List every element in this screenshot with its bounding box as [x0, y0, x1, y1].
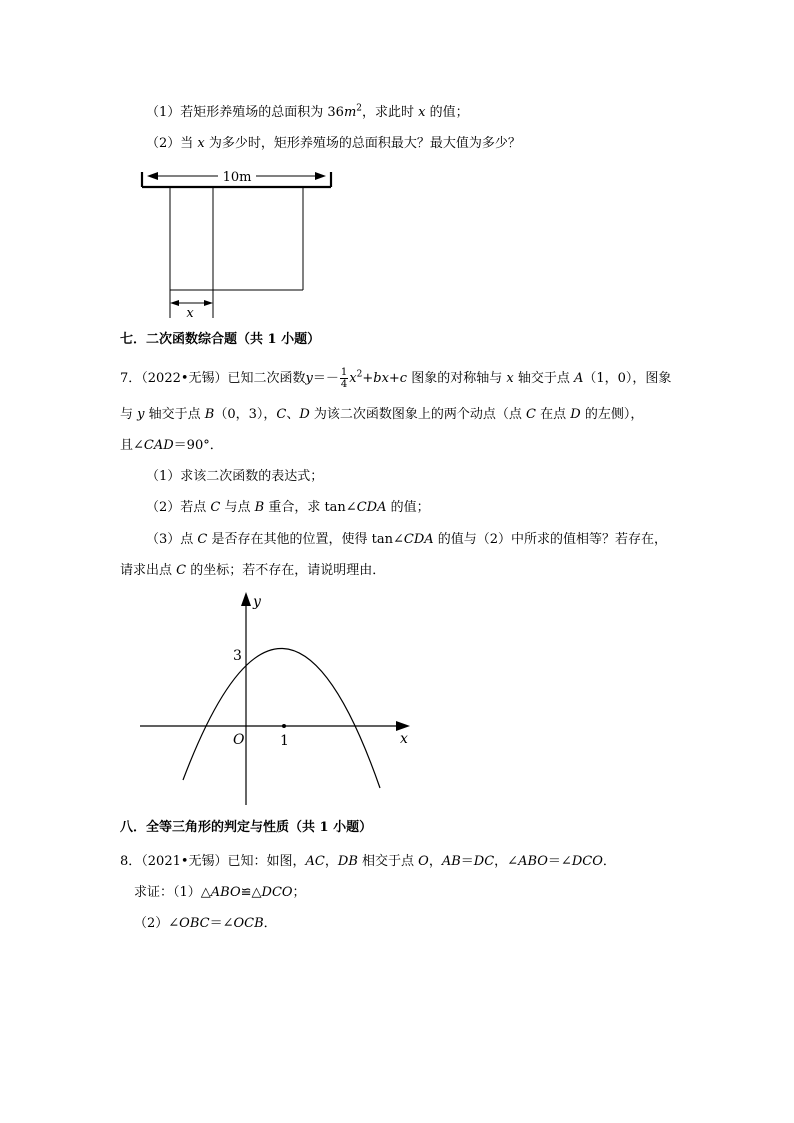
q7-line3: 且∠CAD＝90°．: [120, 438, 223, 453]
q6-part1: （1）若矩形养殖场的总面积为 $36m^2$，求此时 x 的值；: [146, 103, 469, 120]
y-tick-label: 3: [233, 648, 242, 664]
x-axis-label: x: [400, 731, 408, 747]
q8-proof-part2: （2）∠OBC＝∠OCB．: [134, 916, 277, 931]
q7-fraction: $\frac{1}{4}$: [340, 367, 348, 390]
q7-part1: （1）求该二次函数的表达式；: [146, 469, 324, 484]
point-A: [282, 724, 286, 728]
q7-part2: （2）若点 C 与点 B 重合，求 tan∠CDA 的值；: [146, 500, 430, 515]
q8-line1: 8．（2021•无锡）已知：如图，AC，DB 相交于点 O，AB＝DC，∠ABO＝∠DCO．: [120, 854, 616, 869]
q7-part3: （3）点 C 是否存在其他的位置，使得 tan∠CDA 的值与（2）中所求的值相等？若存在，: [146, 532, 668, 547]
q8-proof-part1: 求证：（1）△ABO≌△DCO；: [134, 885, 306, 900]
section-8-title: 八．全等三角形的判定与性质（共 1 小题）: [120, 820, 373, 835]
ten-m-label: 10m: [222, 170, 252, 185]
y-axis-arrow: [241, 592, 251, 606]
q7-part3-cont: 请求出点 C 的坐标；若不存在，请说明理由．: [120, 563, 386, 578]
q7-line2: 与 y 轴交于点 B（0，3），C、D 为该二次函数图象上的两个动点（点 C 在点 D 的左侧），: [120, 407, 644, 422]
section-7-title: 七．二次函数综合题（共 1 小题）: [120, 332, 321, 347]
q7-line1: 7．（2022•无锡）已知二次函数y＝－ $\frac{1}{4}$ $x^2+bx+c$ 图象的对称轴与 x 轴交于点 A（1，0），图象: [120, 367, 672, 390]
x-tick-label: 1: [280, 733, 289, 749]
parabola-curve: [183, 648, 380, 788]
x-axis-arrow: [396, 721, 410, 731]
y-axis-label: y: [253, 594, 261, 610]
q6-part2: （2）当 x 为多少时，矩形养殖场的总面积最大？最大值为多少？: [146, 136, 521, 151]
x-dimension-label: x: [186, 306, 194, 321]
origin-label: O: [233, 732, 245, 748]
